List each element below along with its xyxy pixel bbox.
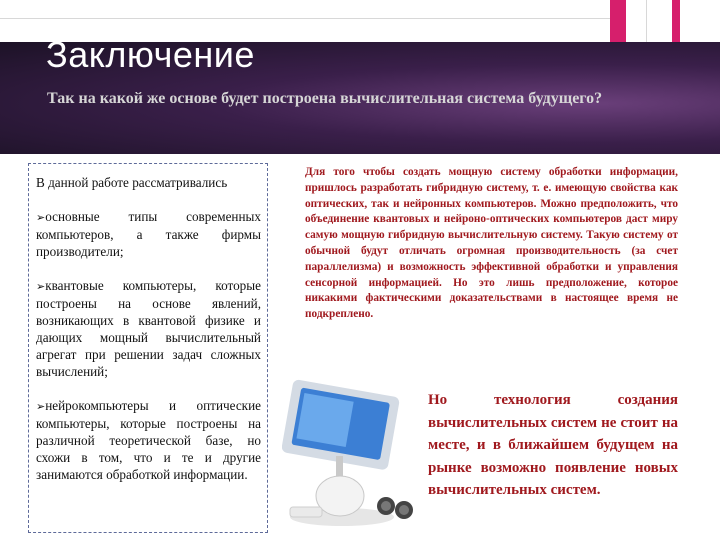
arrow-bullet-icon: ➢ [36,211,46,224]
conclusion-paragraph: Но технология создания вычислительных систем не стоит на месте, и в ближайшем будущем на рынке возможно появление новых вычислительных систем. [428,392,678,498]
summary-intro: В данной работе рассматривались [36,175,228,190]
arrow-bullet-icon: ➢ [36,280,46,293]
decor-line-top [0,18,610,19]
summary-item-2: ➢квантовые компьютеры, которые построены на основе явлений, возникающих в квантовой физике и дающих мощный вычислительный агрегат при решении задач сложных вычислений; [36,278,261,379]
desktop-computer-icon [282,372,422,532]
left-summary-panel [28,163,268,533]
summary-item-3: ➢нейрокомпьютеры и оптические компьютеры, которые построены на различной теоретической базе, но схожи в том, что и те и другие занимаются обработкой информации. [36,398,261,482]
slide-subtitle: Так на какой же основе будет построена вычислительная система будущего? [47,90,603,107]
slide-title: Заключение [46,34,255,75]
hybrid-system-paragraph: Для того чтобы создать мощную систему обработки информации, пришлось разработать гибридную систему, т. е. имеющую свойства как оптических, так и нейронных компьютеров. Можно предположить, что объединение квантовых и нейроно-оптических компьютеров даст миру самую мощную гибридную вычислительную систему. Такую систему от обычной будут отличать огромная производительность (за счет параллелизма) и возможность эффективной обработки и управления сенсорной информацией. Но это лишь предположение, которое никакими фактическими доказательствами в настоящее время не подкреплено. [305,166,678,321]
arrow-bullet-icon: ➢ [36,400,46,413]
summary-item-1: ➢основные типы современных компьютеров, а также фирмы производители; [36,209,261,259]
